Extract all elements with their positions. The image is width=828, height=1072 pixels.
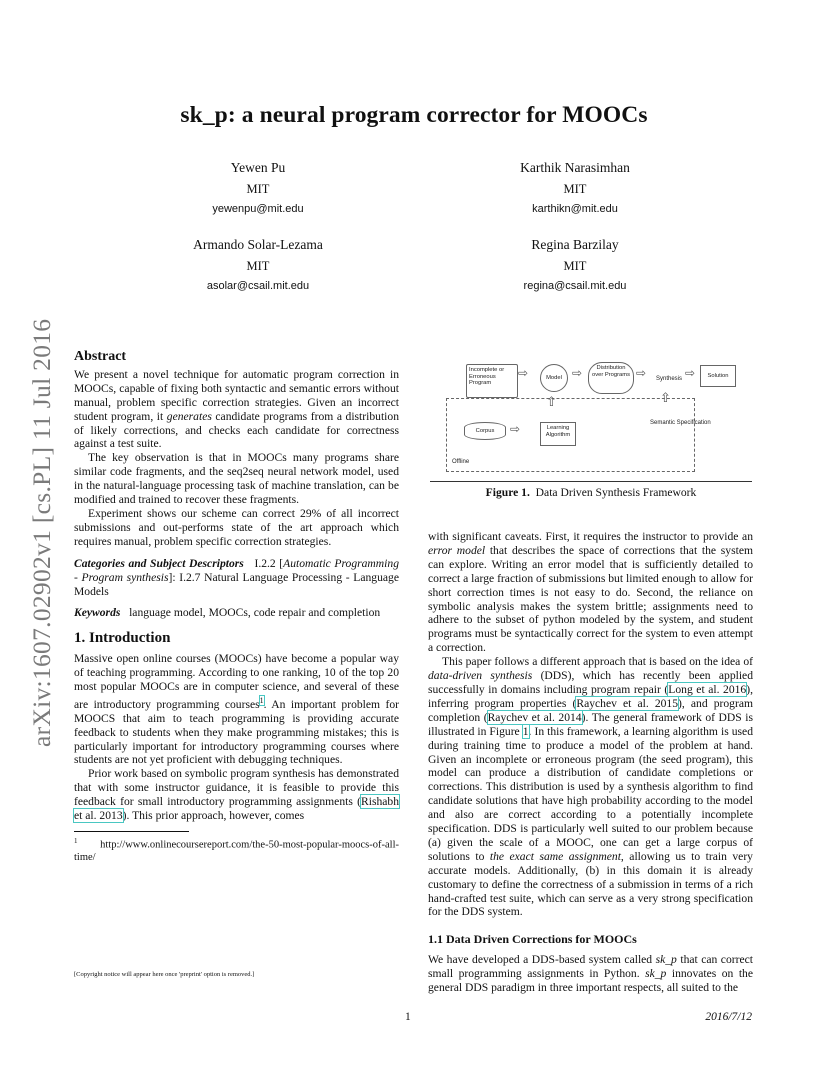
corpus-node: Corpus (464, 422, 506, 440)
up-arrow-icon: ⇧ (546, 394, 557, 409)
arrow-icon: ⇨ (572, 366, 583, 380)
section-heading: 1. Introduction (74, 630, 171, 647)
footnote: $^1$ http://www.onlinecoursereport.com/the-50-most-popular-moocs-of-all-time/ (74, 836, 399, 863)
author-name: Karthik Narasimhan (520, 160, 630, 175)
author-block (425, 160, 725, 215)
arrow-icon: ⇨ (685, 366, 696, 380)
author-email: yewenpu@mit.edu (212, 203, 304, 215)
abstract-paragraph: We present a novel technique for automatic program correction in MOOCs, capable of fixing both syntactic and semantic errors without manual, problem specific correction strategies. Given an incorrect student program, it generates candidate programs from a distribution of likely corrections, and checks each candidate for correctness against a test suite. (74, 367, 399, 451)
author-email: karthikn@mit.edu (532, 203, 618, 215)
figure-diagram (442, 356, 772, 476)
author-affiliation: MIT (246, 182, 270, 196)
author-name: Regina Barzilay (531, 237, 619, 252)
author-block (108, 160, 408, 215)
abstract-heading: Abstract (74, 349, 127, 364)
keywords: Keywords language model, MOOCs, code repair and completion (74, 606, 381, 620)
offline-label: Offline (452, 459, 470, 465)
left-column (74, 350, 399, 864)
page-number: 1 (405, 1011, 411, 1023)
model-node: Model (540, 364, 568, 392)
footer-date: 2016/7/12 (705, 1011, 752, 1023)
arxiv-identifier: arXiv:1607.02902v1 [cs.PL] 11 Jul 2016 (27, 318, 56, 747)
copyright-notice: [Copyright notice will appear here once 'preprint' option is removed.] (74, 971, 255, 978)
author-affiliation: MIT (563, 259, 587, 273)
citation-link[interactable]: Raychev et al. 2014 (487, 710, 582, 724)
abstract-paragraph: Experiment shows our scheme can correct 29% of all incorrect submissions and out-performs state of the art approach which requires manual, problem specific correction strategies. (74, 506, 399, 548)
figure-link[interactable]: 1 (522, 724, 529, 738)
body-paragraph: Massive open online courses (MOOCs) have become a popular way of teaching programming. According to one ranking, 10 of the top 20 most popular MOOCs are in computer science, and several of these are introductory programming courses$^1$. An important problem for MOOCS that aim to teach programming is providing accurate feedback to students when they make programming mistakes; this is particularly important for introductory programming courses where students are not yet proficient with debugging techniques. (74, 652, 399, 767)
citation-link[interactable]: Long et al. 2016 (668, 682, 747, 696)
incomplete-program-node: Incomplete or Erroneous Program (466, 364, 518, 398)
author-email: regina@csail.mit.edu (523, 280, 627, 292)
figure-rule (430, 481, 752, 482)
right-column (428, 530, 753, 995)
subsection-heading: 1.1 Data Driven Corrections for MOOCs (428, 932, 637, 947)
body-paragraph: We have developed a DDS-based system called sk_p that can correct small programming assignments in Python. sk_p innovates on the general DDS paradigm in three important respects, all suited to the (428, 953, 753, 995)
author-affiliation: MIT (246, 259, 270, 273)
body-paragraph: This paper follows a different approach that is based on the idea of data-driven synthesis (DDS), which has recently been applied successfully in domains including program repair (Long et al. 2016), inferring program properties (Raychev et al. 2015), and program completion (Raychev et al. 2014). The general framework of DDS is illustrated in Figure 1. In this framework, a learning algorithm is used during training time to produce a model of the problem at hand. Given an incomplete or erroneous program (the seed program), this model can produce a distribution of candidate completions or corrections. This distribution is used by a synthesis algorithm to find candidate solutions that have high probability according to the model and also are correct according to a potentially incomplete specification. DDS is particularly well suited to our problem because (a) given the scale of a MOOC, one can get a large corpus of solutions to the exact same assignment, allowing us to train very accurate models. Additionally, (b) in this domain it is already customary to define the correctness of a submission in terms of a rich hand-crafted test suite, which can serve as a very strong specification for the DDS system. (428, 655, 754, 919)
author-block (108, 237, 408, 292)
abstract-paragraph: The key observation is that in MOOCs many programs share similar code fragments, and the seq2seq neural network model, used in the natural-language processing task of machine translation, can be modified and trained to recover these fragments. (74, 451, 399, 507)
solution-node: Solution (700, 365, 736, 387)
synthesis-node: Synthesis (656, 376, 683, 382)
distribution-node: Distribution over Programs (588, 362, 634, 394)
figure-caption: Figure 1. Data Driven Synthesis Framework (485, 486, 697, 499)
author-affiliation: MIT (563, 182, 587, 196)
semantic-spec-node: Semantic Specification (650, 420, 711, 426)
body-paragraph: Prior work based on symbolic program synthesis has demonstrated that with some instructor guidance, it is feasible to provide this feedback for small introductory programming assignments (Rishabh et al. 2013). This prior approach, however, comes (74, 767, 399, 823)
author-name: Yewen Pu (230, 160, 286, 175)
footnote-link[interactable]: 1 (259, 695, 264, 705)
author-block (425, 237, 725, 292)
learning-algorithm-node: Learning Algorithm (540, 422, 576, 446)
arrow-icon: ⇨ (518, 366, 529, 380)
citation-link[interactable]: Raychev et al. 2015 (576, 696, 679, 710)
citation-link[interactable]: Rishabh et al. 2013 (74, 795, 399, 823)
categories: Categories and Subject Descriptors I.2.2 [Automatic Programming - Program synthesis]: I.2.7 Natural Language Processing - Language Models (74, 556, 399, 598)
arrow-icon: ⇨ (510, 422, 521, 436)
body-paragraph: with significant caveats. First, it requires the instructor to provide an error model that describes the space of corrections that the system can explore. Writing an error model that is sufficiently detailed to correct a large fraction of submissions but limited enough to allow for short correction times is not easy to do. Second, the reliance on symbolic analysis makes the system brittle; assignments need to adhere to the subset of python modeled by the system, and student programs must be syntactically correct for the system to even attempt a correction. (428, 530, 753, 655)
up-arrow-icon: ⇧ (660, 390, 671, 405)
author-email: asolar@csail.mit.edu (206, 280, 310, 292)
footnote-divider (74, 831, 189, 832)
author-name: Armando Solar-Lezama (193, 237, 323, 252)
paper-title: sk_p: a neural program corrector for MOOCs (180, 102, 648, 128)
arrow-icon: ⇨ (636, 366, 647, 380)
